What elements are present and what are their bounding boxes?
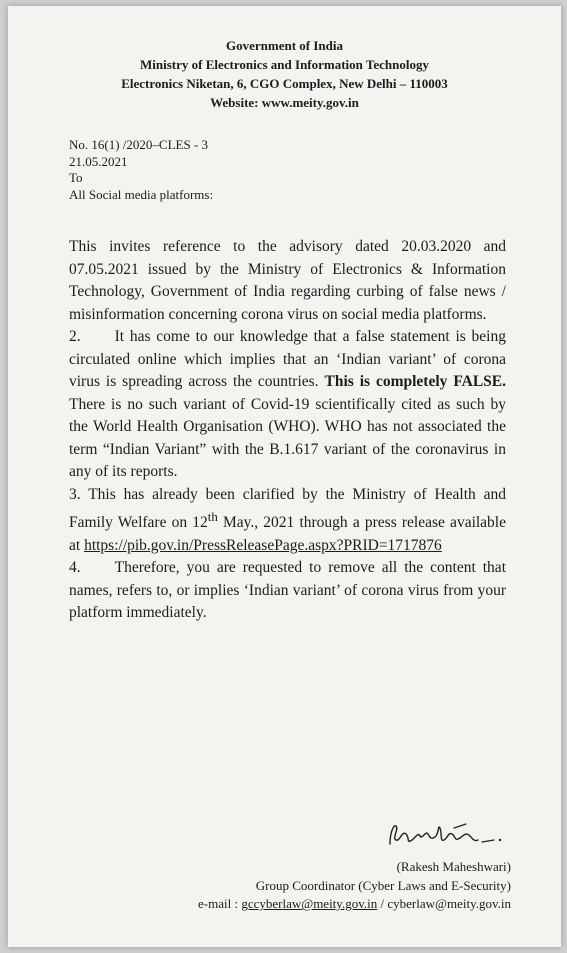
letterhead-government: Government of India <box>226 38 343 53</box>
email-prefix: e-mail : <box>197 896 242 911</box>
paragraph-1: This invites reference to the advisory dated 20.03.2020 and 07.05.2021 issued by the Ministry of Electronics & Information Technology, Government of India regarding curbing of false news / misinformation concerning corona virus on social media platforms. <box>69 238 506 323</box>
paragraph-4-number: 4. <box>69 559 81 577</box>
paragraph-2-emphasis: This is completely FALSE. <box>324 373 507 390</box>
reference-number: No. 16(1) /2020–CLES - 3 <box>69 137 209 152</box>
paragraph-3-superscript: th <box>207 509 218 524</box>
contact-email-line <box>198 895 511 914</box>
document-page <box>8 6 561 947</box>
letter-body <box>69 236 506 625</box>
paragraph-3-text-a: 3. This has already been clarified by the Ministry of Health and Family Welfare on 12 <box>69 485 506 532</box>
paragraph-4-text: Therefore, you are requested to remove all the content that names, refers to, or implies ‘Indian variant’ of corona virus from your platform immediately. <box>69 559 506 622</box>
salutation-to: To <box>69 170 83 185</box>
signature-block <box>198 858 511 914</box>
paragraph-2-number: 2. <box>69 328 81 345</box>
recipient: All Social media platforms: <box>69 186 214 202</box>
paragraph-2 <box>69 326 506 484</box>
paragraph-2-text-b: There is no such variant of Covid-19 scientifically cited as such by the World Health Organisation (WHO). WHO has not associated the term “Indian Variant” with the B.1.617 variant of the coronavirus in any of its reports. <box>69 395 506 480</box>
paragraph-3 <box>69 484 506 558</box>
letterhead-ministry: Ministry of Electronics and Information Technology <box>139 57 430 72</box>
email-link-gccyberlaw[interactable]: gccyberlaw@meity.gov.in <box>241 896 378 911</box>
letterhead-website: Website: www.meity.gov.in <box>210 95 359 110</box>
signatory-name: (Rakesh Maheshwari) <box>396 859 511 874</box>
handwritten-signature-icon <box>384 818 524 854</box>
paragraph-3-text-b: May., 2021 through a press release available at <box>69 514 506 554</box>
paragraph-4 <box>69 557 506 625</box>
letterhead <box>8 36 561 112</box>
email-separator: / <box>377 896 388 911</box>
press-release-link[interactable]: https://pib.gov.in/PressReleasePage.aspx?PRID=1717876 <box>84 536 442 554</box>
letter-date: 21.05.2021 <box>69 153 128 169</box>
signatory-designation: Group Coordinator (Cyber Laws and E-Security) <box>255 877 511 893</box>
letter-meta <box>69 137 213 203</box>
paragraph-2-text-a: It has come to our knowledge that a false statement is being circulated online which implies that an ‘Indian variant’ of corona virus is spreading across the countries. <box>69 328 506 390</box>
email-cyberlaw: cyberlaw@meity.gov.in <box>387 896 511 911</box>
letterhead-address: Electronics Niketan, 6, CGO Complex, New Delhi – 110003 <box>121 76 448 91</box>
